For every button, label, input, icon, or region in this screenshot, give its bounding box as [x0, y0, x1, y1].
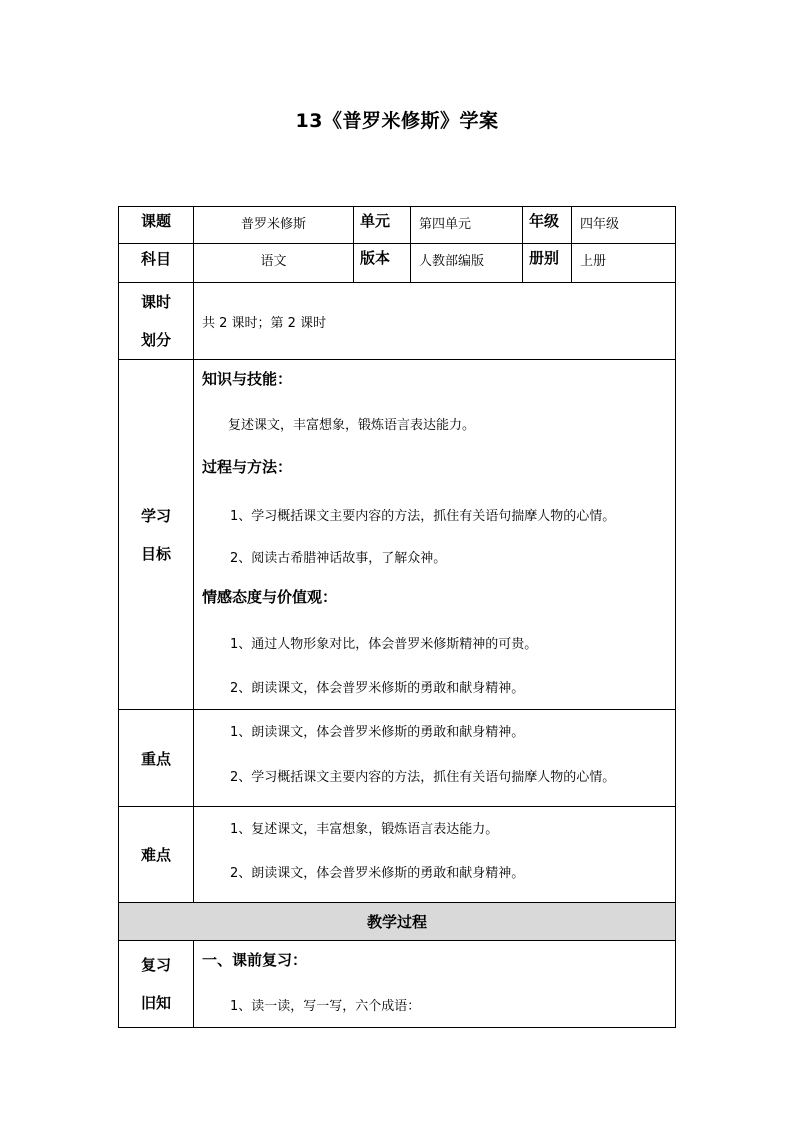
- goals-process-line2: 2、阅读古希腊神话故事，了解众神。: [230, 551, 447, 566]
- edition-label: 版本: [354, 244, 411, 283]
- goals-label-line2: 目标: [140, 544, 171, 563]
- table-row: [119, 244, 676, 283]
- difficulties-content: [194, 807, 676, 903]
- key-points-content: [194, 710, 676, 807]
- goals-content: [194, 360, 676, 710]
- unit-label: 单元: [354, 207, 411, 244]
- review-label-line2: 旧知: [140, 994, 171, 1012]
- goals-process-line1: 1、学习概括课文主要内容的方法，抓住有关语句揣摩人物的心情。: [230, 509, 616, 524]
- key-point-line1: 1、朗读课文，体会普罗米修斯的勇敢和献身精神。: [230, 725, 525, 740]
- volume-value: 上册: [572, 244, 676, 283]
- review-label-line1: 复习: [140, 956, 171, 974]
- periods-label-line2: 划分: [140, 331, 171, 349]
- difficulty-line2: 2、朗读课文，体会普罗米修斯的勇敢和献身精神。: [230, 866, 525, 881]
- table-row: [119, 903, 676, 941]
- subject-title-label: 课题: [119, 207, 194, 244]
- periods-label-line1: 课时: [140, 293, 171, 311]
- goals-emotion-line1: 1、通过人物形象对比，体会普罗米修斯精神的可贵。: [230, 637, 538, 652]
- review-heading: 一、课前复习：: [202, 951, 308, 969]
- periods-value: 共 2 课时；第 2 课时: [194, 283, 676, 360]
- goals-knowledge-line: 复述课文，丰富想象，锻炼语言表达能力。: [228, 418, 476, 433]
- grade-value: 四年级: [572, 207, 676, 244]
- table-row: [119, 360, 676, 710]
- goals-emotion-line2: 2、朗读课文，体会普罗米修斯的勇敢和献身精神。: [230, 681, 525, 696]
- goals-label: [119, 360, 194, 710]
- lesson-plan-table: [118, 206, 676, 1028]
- document-title: 13《普罗米修斯》学案: [295, 110, 499, 132]
- table-row: [119, 207, 676, 244]
- difficulty-line1: 1、复述课文，丰富想象，锻炼语言表达能力。: [230, 822, 499, 837]
- table-row: [119, 941, 676, 1028]
- periods-label: [119, 283, 194, 360]
- table-row: [119, 807, 676, 903]
- subject-title-value: 普罗米修斯: [194, 207, 354, 244]
- key-point-line2: 2、学习概括课文主要内容的方法，抓住有关语句揣摩人物的心情。: [230, 770, 616, 785]
- goals-heading-process: 过程与方法：: [202, 458, 293, 476]
- unit-value: 第四单元: [411, 207, 523, 244]
- course-label: 科目: [119, 244, 194, 283]
- table-row: [119, 710, 676, 807]
- review-content: [194, 941, 676, 1028]
- grade-label: 年级: [523, 207, 572, 244]
- volume-label: 册别: [523, 244, 572, 283]
- goals-label-line1: 学习: [140, 506, 171, 525]
- key-points-label: 重点: [119, 710, 194, 807]
- course-value: 语文: [194, 244, 354, 283]
- goals-heading-emotion: 情感态度与价值观：: [202, 588, 338, 606]
- difficulties-label: 难点: [119, 807, 194, 903]
- review-label: [119, 941, 194, 1028]
- edition-value: 人教部编版: [411, 244, 523, 283]
- goals-heading-knowledge: 知识与技能：: [202, 370, 293, 388]
- review-line1: 1、读一读，写一写，六个成语：: [230, 999, 421, 1014]
- table-row: [119, 283, 676, 360]
- teaching-process-header: 教学过程: [119, 903, 676, 941]
